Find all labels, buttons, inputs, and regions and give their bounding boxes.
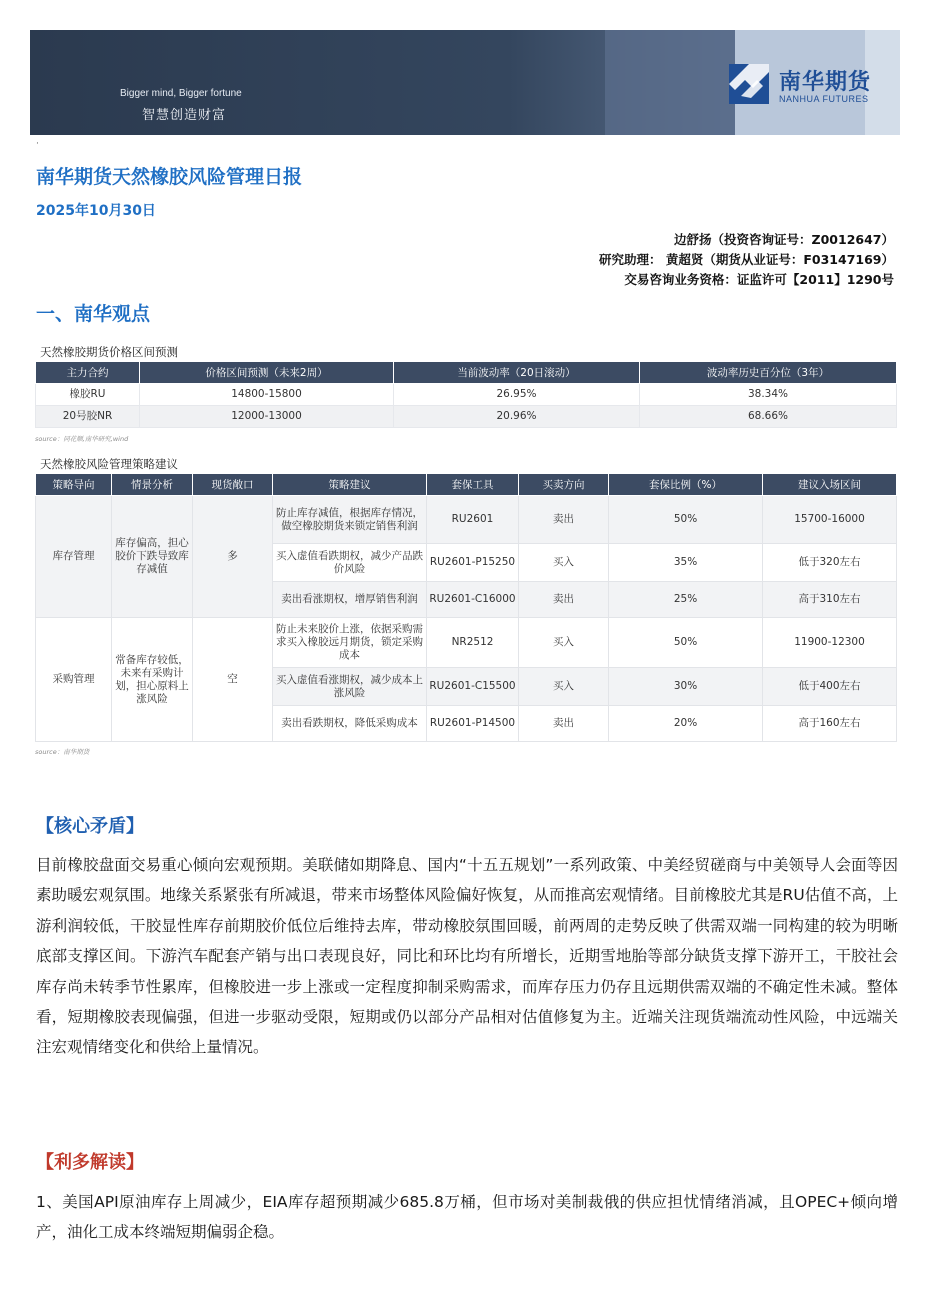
strategy-suggestion: 防止未来胶价上涨，依据采购需求买入橡胶远月期货，锁定采购成本 [273, 618, 427, 668]
entry-range: 高于160左右 [763, 706, 897, 742]
hedge-ratio: 20% [609, 706, 763, 742]
table-cell: 20号胶NR [36, 406, 140, 428]
hedge-tool: RU2601 [427, 496, 519, 544]
nanhua-logo-icon [727, 62, 771, 106]
hedge-ratio: 30% [609, 668, 763, 706]
strategy-suggestion: 卖出看跌期权，降低采购成本 [273, 706, 427, 742]
section-heading: 【利多解读】 [36, 1152, 144, 1173]
entry-range: 低于320左右 [763, 544, 897, 582]
entry-range: 高于310左右 [763, 582, 897, 618]
report-title: 南华期货天然橡胶风险管理日报 [36, 166, 303, 188]
hedge-ratio: 35% [609, 544, 763, 582]
hedge-tool: RU2601-C16000 [427, 582, 519, 618]
hedge-tool: RU2601-P15250 [427, 544, 519, 582]
table-header: 情景分析 [112, 474, 193, 496]
table-caption: 天然橡胶期货价格区间预测 [40, 345, 178, 359]
scenario-analysis: 常备库存较低，未来有采购计划，担心原料上涨风险 [112, 618, 193, 742]
table-row [36, 618, 897, 668]
spot-exposure: 多 [193, 496, 273, 618]
slogan-chinese: 智慧创造财富 [142, 108, 227, 123]
table-cell: 橡胶RU [36, 384, 140, 406]
table-caption: 天然橡胶风险管理策略建议 [40, 457, 178, 471]
table-cell: 26.95% [394, 384, 640, 406]
nanhua-logo [727, 62, 887, 110]
trade-direction: 卖出 [519, 496, 609, 544]
trade-direction: 买入 [519, 544, 609, 582]
strategy-suggestion: 买入虚值看跌期权，减少产品跌价风险 [273, 544, 427, 582]
entry-range: 15700-16000 [763, 496, 897, 544]
table-source: source：南华期货 [35, 748, 90, 756]
strategy-orientation: 库存管理 [36, 496, 112, 618]
table-header: 当前波动率（20日滚动） [394, 362, 640, 384]
hedge-tool: RU2601-C15500 [427, 668, 519, 706]
table-row [36, 406, 897, 428]
author-line: 研究助理： 黄超贤（期货从业证号：F03147169） [599, 252, 894, 267]
table-header: 买卖方向 [519, 474, 609, 496]
hedge-tool: RU2601-P14500 [427, 706, 519, 742]
table-header: 策略导向 [36, 474, 112, 496]
table-header: 套保比例（%） [609, 474, 763, 496]
table-header: 建议入场区间 [763, 474, 897, 496]
hedge-tool: NR2512 [427, 618, 519, 668]
body-paragraph: 1、美国API原油库存上周减少，EIA库存超预期减少685.8万桶，但市场对美制裁俄的供应担忧情绪消减，且OPEC+倾向增产，油化工成本终端短期偏弱企稳。 [36, 1193, 898, 1242]
table-header: 现货敞口 [193, 474, 273, 496]
logo-text-chinese: 南华期货 [779, 70, 872, 95]
author-line: 边舒扬（投资咨询证号：Z0012647） [674, 232, 894, 247]
trade-direction: 卖出 [519, 706, 609, 742]
hedge-ratio: 50% [609, 618, 763, 668]
hedge-ratio: 50% [609, 496, 763, 544]
trade-direction: 买入 [519, 618, 609, 668]
hedge-ratio: 25% [609, 582, 763, 618]
report-date: 2025年10月30日 [36, 203, 156, 219]
strategy-suggestion: 卖出看涨期权，增厚销售利润 [273, 582, 427, 618]
table-cell: 20.96% [394, 406, 640, 428]
table-header: 价格区间预测（未来2周） [140, 362, 394, 384]
author-line: 交易咨询业务资格：证监许可【2011】1290号 [624, 272, 894, 287]
entry-range: 低于400左右 [763, 668, 897, 706]
scenario-analysis: 库存偏高，担心胶价下跌导致库存减值 [112, 496, 193, 618]
entry-range: 11900-12300 [763, 618, 897, 668]
table-source: source：同花顺,南华研究,wind [35, 435, 129, 443]
table-row [36, 384, 897, 406]
body-paragraph: 目前橡胶盘面交易重心倾向宏观预期。美联储如期降息、国内“十五五规划”一系列政策、中美经贸磋商与中美领导人会面等因素助暖宏观氛围。地缘关系紧张有所减退，带来市场整体风险偏好恢复，从而推高宏观情绪。目前橡胶尤其是RU估值不高，上游利润较低，干胶显性库存前期胶价低位后维持去库，带动橡胶氛围回暖，前两周的走势反映了供需双端一同构建的较为明晰底部支撑区间。下游汽车配套产销与出口表现良好，同比和环比均有所增长，近期雪地胎等部分缺货支撑下游开工，干胶社会库存尚未转季节性累库，但橡胶进一步上涨或一定程度抑制采购需求，而库存压力仍存且远期供需双端的不确定性未减。整体看，短期橡胶表现偏强，但进一步驱动受限，短期或仍以部分产品相对估值修复为主。近端关注现货端流动性风险，中远端关注宏观情绪变化和供给上量情况。 [36, 856, 898, 1057]
table-cell: 38.34% [640, 384, 897, 406]
table-cell: 68.66% [640, 406, 897, 428]
table-cell: 14800-15800 [140, 384, 394, 406]
table-cell: 12000-13000 [140, 406, 394, 428]
table-row [36, 496, 897, 544]
logo-text-english: NANHUA FUTURES [779, 94, 869, 104]
banner-stripe [605, 30, 735, 135]
price-forecast-table [35, 361, 897, 428]
strategy-suggestion: 防止库存减值，根据库存情况，做空橡胶期货来锁定销售利润 [273, 496, 427, 544]
section-title: 一、南华观点 [36, 303, 151, 325]
spot-exposure: 空 [193, 618, 273, 742]
table-header: 波动率历史百分位（3年） [640, 362, 897, 384]
table-header: 套保工具 [427, 474, 519, 496]
trade-direction: 买入 [519, 668, 609, 706]
table-header: 主力合约 [36, 362, 140, 384]
strategy-suggestion: 买入虚值看涨期权，减少成本上涨风险 [273, 668, 427, 706]
author-block [599, 230, 894, 290]
strategy-table [35, 473, 897, 742]
table-header: 策略建议 [273, 474, 427, 496]
header-banner [30, 30, 900, 135]
slogan-english: Bigger mind, Bigger fortune [120, 88, 242, 99]
trade-direction: 卖出 [519, 582, 609, 618]
marker-dot: · [36, 139, 39, 149]
strategy-orientation: 采购管理 [36, 618, 112, 742]
section-heading: 【核心矛盾】 [36, 816, 144, 837]
